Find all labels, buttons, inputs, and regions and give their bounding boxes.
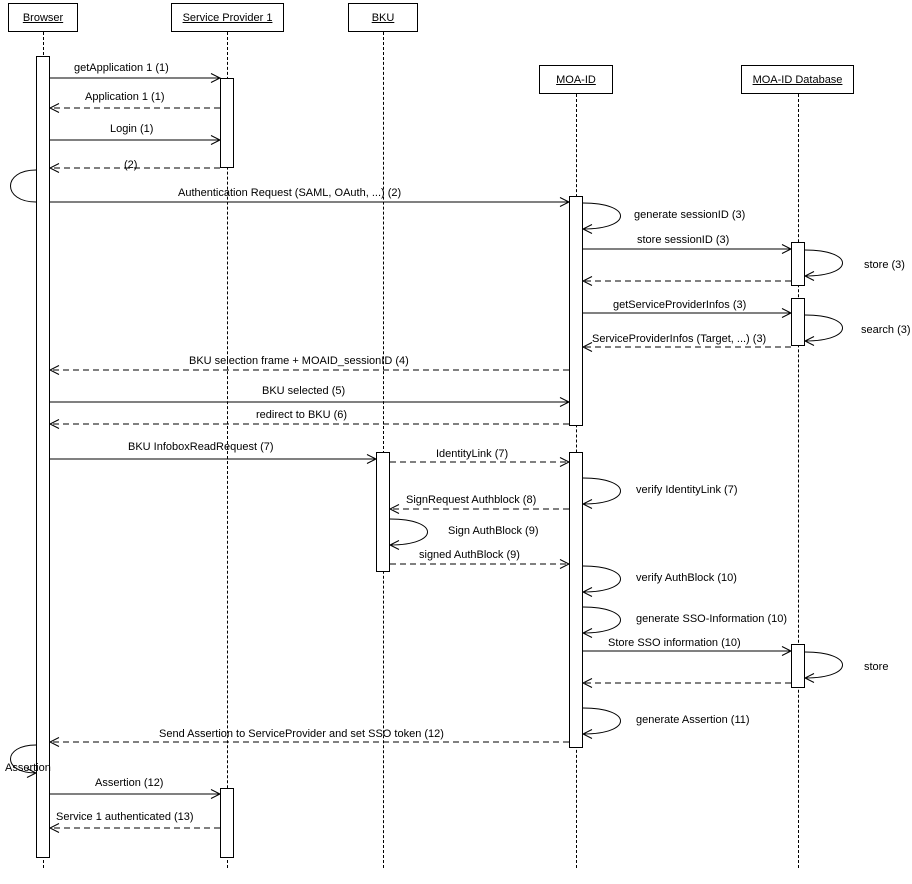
participant-label: MOA-ID Database — [752, 73, 843, 86]
activation-browser-main — [36, 56, 50, 858]
message-label-m25: store — [864, 661, 889, 673]
lifeline-bku — [383, 32, 384, 868]
message-label-m20: Sign AuthBlock (9) — [448, 525, 539, 537]
activation-sp1-second — [220, 788, 234, 858]
participant-moaiddb[interactable] — [741, 65, 854, 94]
message-label-m31: Service 1 authenticated (13) — [56, 811, 194, 823]
participant-moaid[interactable] — [539, 65, 613, 94]
message-label-m7: store sessionID (3) — [637, 234, 730, 246]
message-label-m14: BKU selected (5) — [262, 385, 346, 397]
message-label-m12: ServiceProviderInfos (Target, ...) (3) — [592, 333, 767, 345]
message-label-m30: Assertion (12) — [95, 777, 164, 789]
participant-label: MOA-ID — [556, 73, 596, 86]
lifeline-moaiddb — [798, 94, 799, 868]
activation-moaiddb-store2 — [791, 644, 805, 688]
message-label-m8: store (3) — [864, 259, 905, 271]
activation-moaid-second — [569, 452, 583, 748]
message-label-m1: getApplication 1 (1) — [74, 62, 169, 74]
message-label-m19: SignRequest Authblock (8) — [406, 494, 537, 506]
message-label-m6: generate sessionID (3) — [634, 209, 746, 221]
message-label-m27: generate Assertion (11) — [636, 714, 750, 726]
participant-sp1[interactable] — [171, 3, 284, 32]
participant-label: Service Provider 1 — [182, 11, 273, 24]
message-label-m28: Send Assertion to ServiceProvider and set SSO token (12) — [159, 728, 444, 740]
activation-moaid-first — [569, 196, 583, 426]
message-label-m4: (2) — [124, 159, 138, 171]
message-label-m3: Login (1) — [110, 123, 154, 135]
message-label-m13: BKU selection frame + MOAID_sessionID (4) — [189, 355, 409, 367]
message-label-m2: Application 1 (1) — [85, 91, 165, 103]
message-label-m16: BKU InfoboxReadRequest (7) — [128, 441, 274, 453]
message-label-m10: getServiceProviderInfos (3) — [613, 299, 747, 311]
activation-moaiddb-store — [791, 242, 805, 286]
participant-bku[interactable] — [348, 3, 418, 32]
message-label-m11: search (3) — [861, 324, 911, 336]
message-label-m5: Authentication Request (SAML, OAuth, ...) (2) — [178, 187, 402, 199]
activation-sp1-first — [220, 78, 234, 168]
message-label-m21: signed AuthBlock (9) — [419, 549, 520, 561]
message-label-m24: Store SSO information (10) — [608, 637, 741, 649]
participant-label: Browser — [22, 11, 64, 24]
message-label-m29: Assertion — [5, 762, 51, 774]
activation-bku-act — [376, 452, 390, 572]
activation-moaiddb-search — [791, 298, 805, 346]
message-label-m23: generate SSO-Information (10) — [636, 613, 788, 625]
message-label-m17: IdentityLink (7) — [436, 448, 509, 460]
message-label-m18: verify IdentityLink (7) — [636, 484, 738, 496]
message-label-m22: verify AuthBlock (10) — [636, 572, 737, 584]
participant-browser[interactable] — [8, 3, 78, 32]
message-label-m15: redirect to BKU (6) — [256, 409, 348, 421]
participant-label: BKU — [371, 11, 395, 24]
